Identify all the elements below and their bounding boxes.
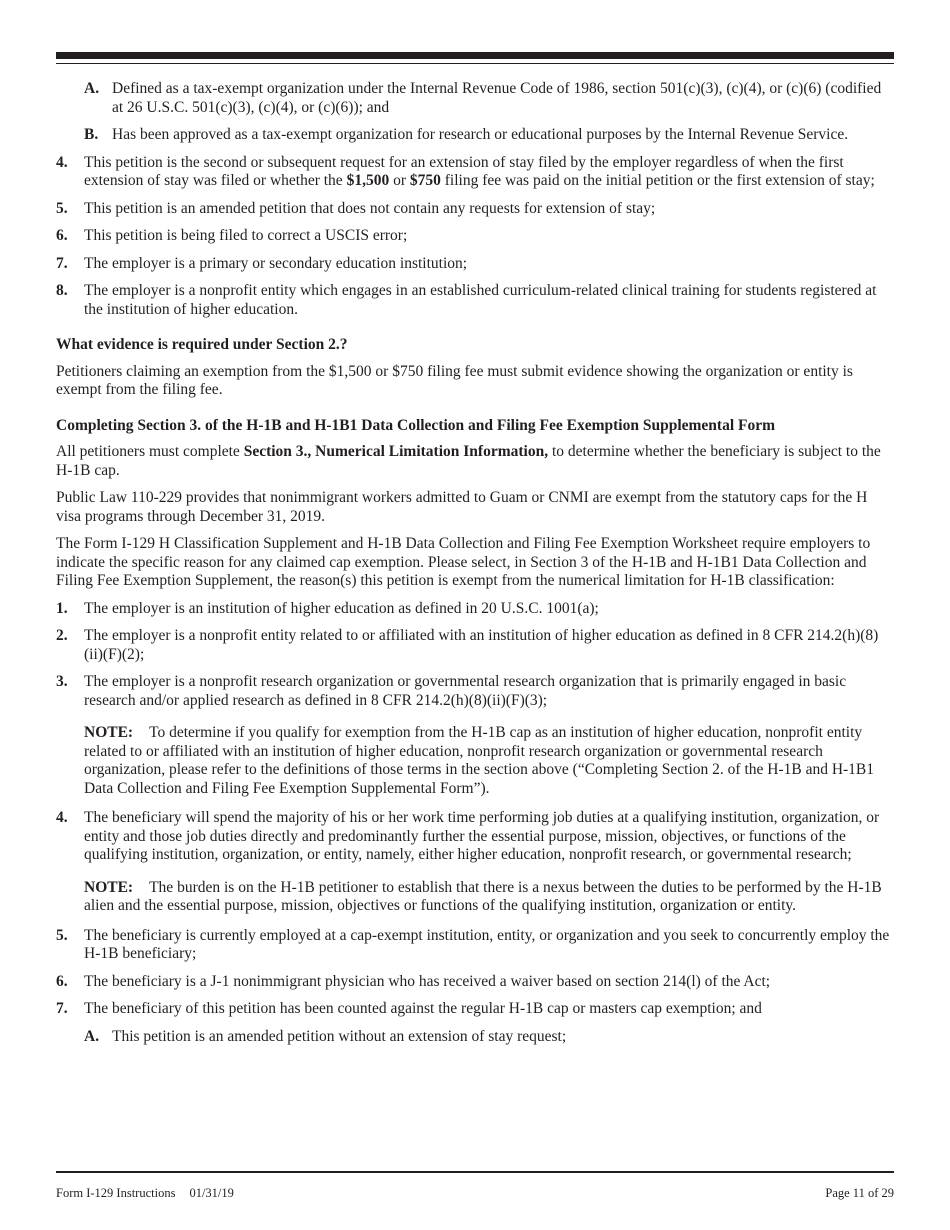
item-letter: B. (84, 126, 99, 143)
footer-form-name: Form I-129 Instructions (56, 1186, 176, 1200)
item-text: This petition is the second or subsequent request for an extension of stay filed by the employer regardless of when the first extension of stay was filed or whether the (84, 153, 844, 189)
item-number: 2. (56, 627, 68, 644)
list-item (84, 1028, 896, 1047)
item-letter: A. (84, 1027, 100, 1045)
item-text: The beneficiary is a J-1 nonimmigrant physician who has received a waiver based on section 214(l) of the Act; (84, 972, 771, 990)
item-text: The beneficiary of this petition has been counted against the regular H-1B cap or masters cap exemption; and (84, 1000, 762, 1017)
item-number: 5. (56, 926, 68, 944)
item-text: The employer is a primary or secondary education institution; (84, 254, 468, 272)
fee-amount: $1,500 (346, 172, 390, 189)
list-item (56, 255, 896, 274)
item-number: 7. (56, 254, 68, 272)
footer-form-info (56, 1186, 234, 1201)
item-number: 6. (56, 227, 68, 244)
page-content (56, 80, 896, 1055)
paragraph-text: All petitioners must complete (56, 443, 244, 460)
list-item (56, 673, 896, 710)
item-text: Defined as a tax-exempt organization under the Internal Revenue Code of 1986, section 501(c)(3), (c)(4), or (c)(6) (codified at 26 U.S.C. 501(c)(3), (c)(4), or (c)(6)); and (112, 80, 882, 116)
list-item (56, 1000, 896, 1019)
list-item (84, 126, 896, 145)
note-label: NOTE: (84, 878, 134, 896)
item-text: The employer is an institution of higher education as defined in 20 U.S.C. 1001(a); (84, 599, 599, 617)
item-text: Has been approved as a tax-exempt organization for research or educational purposes by the Internal Revenue Service. (112, 126, 849, 143)
list-item (56, 154, 896, 191)
item-number: 4. (56, 809, 68, 826)
footer-page-number: Page 11 of 29 (825, 1186, 894, 1200)
item-text: The beneficiary will spend the majority of his or her work time performing job duties at a qualifying institution, organization, or entity and those job duties directly and predominantly further the essential purpose, mission, objectives, or functions of the qualifying institution, organization, or entity, namely, either higher education, nonprofit research, or governmental research; (84, 809, 880, 863)
list-item (56, 282, 896, 319)
list-item (84, 80, 896, 117)
list-item (56, 600, 896, 619)
item-number: 1. (56, 599, 68, 617)
list-item (56, 809, 896, 865)
note-text: The burden is on the H-1B petitioner to establish that there is a nexus between the duties to be performed by the H-1B alien and the essential purpose, mission, objectives or functions of the qualifying institution, organization or entity. (84, 878, 882, 914)
fee-amount: $750 (409, 172, 441, 189)
item-number: 5. (56, 199, 68, 217)
item-number: 6. (56, 972, 68, 990)
item-text: The employer is a nonprofit entity which engages in an established curriculum-related clinical training for students registered at the institution of higher education. (84, 282, 877, 318)
list-item (56, 200, 896, 219)
paragraph-text: to determine whether the beneficiary is subject to the H-1B cap. (56, 443, 881, 479)
note-block (84, 724, 896, 798)
item-text: The beneficiary is currently employed at a cap-exempt institution, entity, or organization and you seek to concurrently employ the H-1B beneficiary; (84, 926, 890, 962)
list-item (56, 927, 896, 964)
note-label: NOTE: (84, 724, 134, 741)
footer-form-date: 01/31/19 (189, 1186, 234, 1200)
header-thick-rule (56, 52, 894, 59)
footer-rule (56, 1171, 894, 1173)
item-text: or (389, 172, 410, 189)
list-item (56, 227, 896, 246)
note-block (84, 879, 896, 916)
item-text: The employer is a nonprofit entity related to or affiliated with an institution of higher education as defined in 8 CFR 214.2(h)(8)(ii)(F)(2); (84, 627, 879, 663)
item-number: 3. (56, 673, 68, 690)
item-letter: A. (84, 80, 100, 97)
note-text: To determine if you qualify for exemption from the H-1B cap as an institution of higher education, nonprofit entity related to or affiliated with an institution of higher education, nonprofit research organization or governmental research organization, please refer to the definitions of those terms in the section above (“Completing Section 2. of the H-1B and H-1B1 Data Collection and Filing Fee Exemption Supplemental Form”). (84, 724, 875, 797)
section3-paragraph-3: The Form I-129 H Classification Supplement and H-1B Data Collection and Filing Fee Exemption Worksheet require employers to indicate the specific reason for any claimed cap exemption. Please select, in Section 3 of the H-1B and H-1B1 Data Collection and Filing Fee Exemption Supplement, the reason(s) this petition is exempt from the numerical limitation for H-1B classification: (56, 535, 871, 589)
section3-heading: Completing Section 3. of the H-1B and H-1B1 Data Collection and Filing Fee Exemption Supplemental Form (56, 416, 776, 434)
list-item (56, 627, 896, 664)
item-number: 4. (56, 153, 68, 171)
item-text: The employer is a nonprofit research organization or governmental research organization that is primarily engaged in basic research and/or applied research as defined in 8 CFR 214.2(h)(8)(ii)(F)(3); (84, 673, 847, 709)
evidence-paragraph: Petitioners claiming an exemption from the $1,500 or $750 filing fee must submit evidence showing the organization or entity is exempt from the filing fee. (56, 362, 853, 398)
item-number: 8. (56, 282, 68, 299)
section3-paragraph-1 (56, 443, 896, 480)
list-item (56, 973, 896, 992)
item-number: 7. (56, 1000, 68, 1017)
item-text: filing fee was paid on the initial petition or the first extension of stay; (440, 172, 875, 189)
header-thin-rule (56, 63, 894, 64)
item-text: This petition is an amended petition that does not contain any requests for extension of stay; (84, 199, 656, 217)
item-text: This petition is being filed to correct a USCIS error; (84, 227, 408, 244)
item-text: This petition is an amended petition without an extension of stay request; (112, 1027, 567, 1045)
evidence-heading: What evidence is required under Section 2.? (56, 336, 348, 353)
section3-paragraph-2: Public Law 110-229 provides that nonimmigrant workers admitted to Guam or CNMI are exempt from the statutory caps for the H visa programs through December 31, 2019. (56, 489, 868, 525)
section-reference: Section 3., Numerical Limitation Information, (243, 443, 549, 460)
